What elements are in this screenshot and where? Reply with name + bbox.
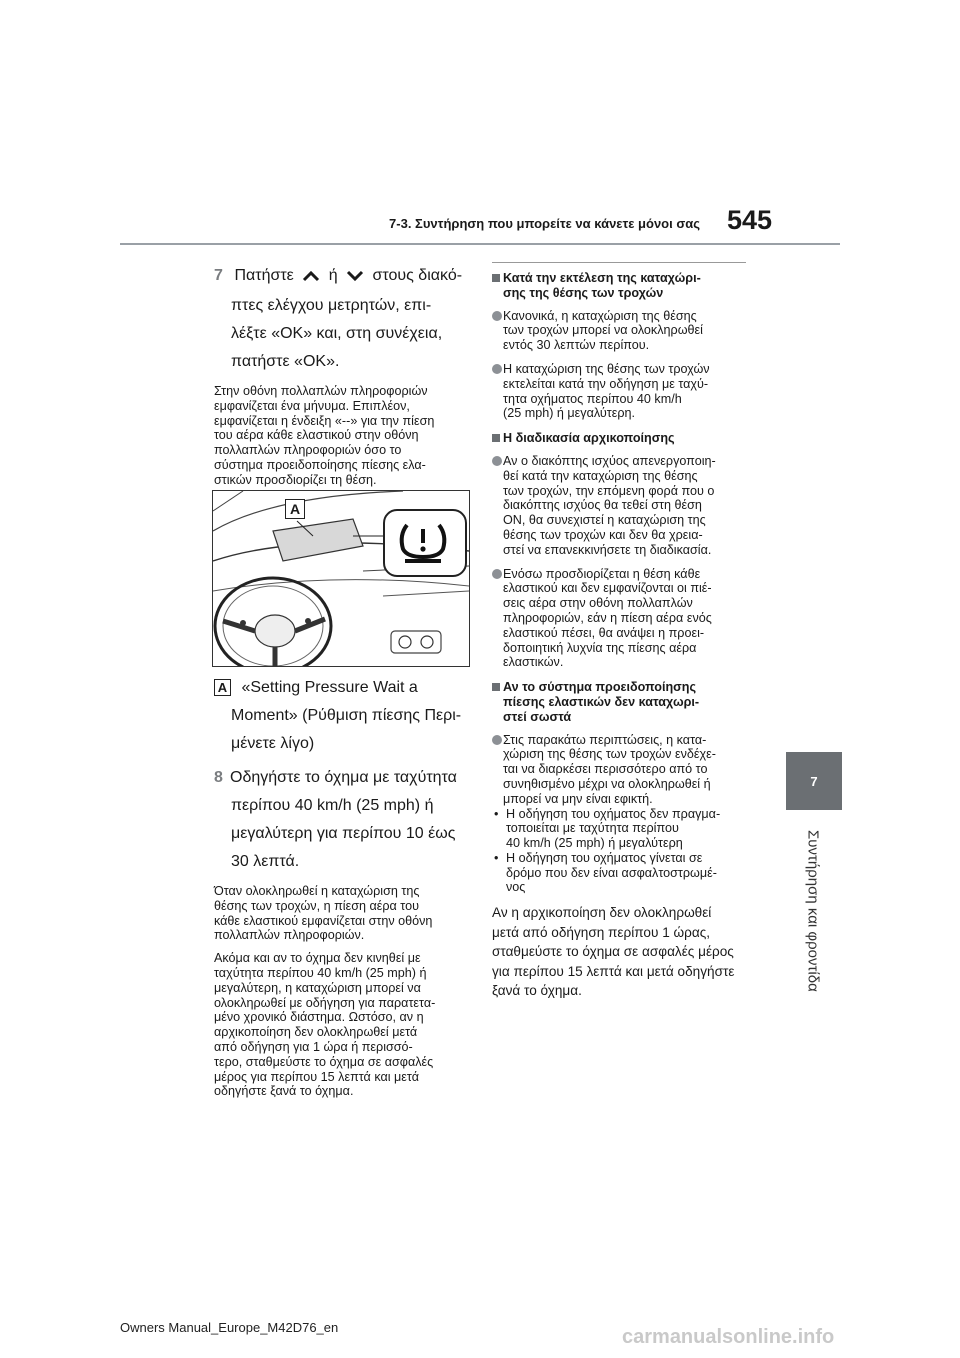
sub-bullet-1: • Η οδήγηση του οχήματος δεν πραγμα- τοποιείται με ταχύτητα περίπου 40 km/h (25 mph) ή μεγαλύτερη [492, 807, 762, 851]
dashboard-figure [212, 490, 470, 667]
section-title: 7-3. Συντήρηση που μπορείτε να κάνετε μόνοι σας [389, 216, 700, 231]
chevron-down-icon [346, 270, 364, 282]
round-bullet-icon [492, 569, 502, 579]
step-8: 8 Οδηγήστε το όχημα με ταχύτητα [214, 769, 457, 786]
square-bullet-icon [492, 683, 500, 691]
sub-bullet-2: • Η οδήγηση του οχήματος γίνεται σε δρόμο που δεν είναι ασφαλτοστρωμέ- νος [492, 851, 762, 895]
section-heading-1: Κατά την εκτέλεση της καταχώρι- σης της θέσης των τροχών [492, 271, 762, 301]
chapter-tab[interactable]: 7 [786, 752, 842, 810]
chevron-up-icon [302, 270, 320, 282]
bullet-2: Η καταχώριση της θέσης των τροχών εκτελείται κατά την οδήγηση με ταχύ- τητα οχήματος περίπου 40 km/h (25 mph) ή μεγαλύτερη. [492, 362, 762, 421]
bullet-4: Ενόσω προσδιορίζεται η θέση κάθε ελαστικού και δεν εμφανίζονται οι πιέ- σεις αέρα στην οθόνη πολλαπλών πληροφοριών, εάν η πίεση αέρα ενός ελαστικού πέσει, θα ανάψει η προει- δοποιητική λυχνία της πίεσης αέρα ελαστικών. [492, 567, 762, 671]
right-column-rule [492, 262, 746, 263]
paragraph-2: Όταν ολοκληρωθεί η καταχώριση της θέσης των τροχών, η πίεση αέρα του κάθε ελαστικού εμφανίζεται στην οθόνη πολλαπλών πληροφοριών. [214, 884, 433, 943]
caption: A «Setting Pressure Wait a [214, 674, 474, 702]
left-column-lower: A «Setting Pressure Wait a Moment» (Ρύθμιση πίεσης Περι- μένετε λίγο) 8 Οδηγήστε το όχημα με ταχύτητα περίπου 40 km/h (25 mph) ή μεγαλύτερη για περίπου 10 έως 30 λεπτά. Όταν ολοκληρωθεί η καταχώριση της θέσης των τροχών, η πίεση αέρα του κάθε ελαστικού εμφανίζεται στην οθόνη πολλαπλών πληροφοριών. Ακόμα και αν το όχημα δεν κινηθεί με ταχύτητα περίπου 40 km/h (25 mph) ή μεγαλύτερη, η καταχώριση μπορεί να ολοκληρωθεί με οδήγηση για παρατετα- μένο χρονικό διάστημα. Ωστόσο, αν η αρχικοποίηση δεν ολοκληρωθεί μετά από οδήγηση για 1 ώρα ή περισσό- τερο, σταθμεύστε το όχημα σε ασφαλές μέρος για περίπου 15 λεπτά και μετά οδηγήστε ξανά το όχημα. [214, 674, 474, 1099]
header-rule [120, 243, 840, 245]
right-column [492, 271, 762, 1001]
step-7-line2: πτες ελέγχου μετρητών, επι- [231, 297, 432, 314]
footer-manual-id: Owners Manual_Europe_M42D76_en [120, 1320, 339, 1335]
figure-label-a: A [285, 499, 305, 519]
bullet-5: Στις παρακάτω περιπτώσεις, η κατα- χώριση της θέσης των τροχών ενδέχε- ται να διαρκέσει περισσότερο από το συνηθισμένο μέχρι να ολοκληρωθεί ή μπορεί να μην είναι εφικτή. [492, 733, 762, 807]
side-chapter-label: Συντήρηση και φροντίδα [804, 830, 822, 992]
paragraph-1: Στην οθόνη πολλαπλών πληροφοριών εμφανίζεται ένα μήνυμα. Επιπλέον, εμφανίζεται η ένδειξη «--» για την πίεση του αέρα κάθε ελαστικού στην οθόνη πολλαπλών πληροφοριών όσο το σύστημα προειδοποίησης πίεσης ελα- στικών προσδιορίζει τη θέση. [214, 384, 435, 487]
caption-label-a: A [214, 679, 231, 696]
step-7: 7 Πατήστε ή στους διακό- [214, 267, 463, 284]
round-bullet-icon [492, 311, 502, 321]
step-7-line3: λέξτε «OK» και, στη συνέχεια, [231, 325, 443, 342]
watermark: carmanualsonline.info [622, 1326, 835, 1348]
step-7-line4: πατήστε «OK». [231, 353, 340, 370]
bullet-3: Αν ο διακόπτης ισχύος απενεργοποιη- θεί κατά την καταχώριση της θέσης των τροχών, την επόμενη φορά που ο διακόπτης ισχύος θα τεθεί στη θέση ON, θα συνεχιστεί η καταχώριση της θέσης των τροχών και δεν θα χρεια- στεί να επανεκκινήσετε τη διαδικασία. [492, 454, 762, 558]
left-column [214, 262, 474, 488]
square-bullet-icon [492, 434, 500, 442]
closing-paragraph: Αν η αρχικοποίηση δεν ολοκληρωθεί μετά από οδήγηση περίπου 1 ώρας, σταθμεύστε το όχημα σε ασφαλές μέρος για περίπου 15 λεπτά και μετά οδηγήστε ξανά το όχημα. [492, 905, 735, 999]
section-heading-2: Η διαδικασία αρχικοποίησης [492, 431, 762, 446]
tire-pressure-warning-callout [383, 509, 467, 577]
paragraph-3: Ακόμα και αν το όχημα δεν κινηθεί με ταχύτητα περίπου 40 km/h (25 mph) ή μεγαλύτερη, η καταχώριση μπορεί να ολοκληρωθεί με οδήγηση για παρατετα- μένο χρονικό διάστημα. Ωστόσο, αν η αρχικοποίηση δεν ολοκληρωθεί μετά από οδήγηση για 1 ώρα ή περισσό- τερο, σταθμεύστε το όχημα σε ασφαλές μέρος για περίπου 15 λεπτά και μετά οδηγήστε ξανά το όχημα. [214, 951, 436, 1099]
square-bullet-icon [492, 274, 500, 282]
round-bullet-icon [492, 735, 502, 745]
round-bullet-icon [492, 364, 502, 374]
page-number: 545 [727, 205, 773, 235]
round-bullet-icon [492, 456, 502, 466]
section-heading-3: Αν το σύστημα προειδοποίησης πίεσης ελαστικών δεν καταχωρι- στεί σωστά [492, 680, 762, 724]
tire-pressure-warning-icon [385, 511, 461, 571]
bullet-1: Κανονικά, η καταχώριση της θέσης των τροχών μπορεί να ολοκληρωθεί εντός 30 λεπτών περίπου. [492, 309, 762, 353]
